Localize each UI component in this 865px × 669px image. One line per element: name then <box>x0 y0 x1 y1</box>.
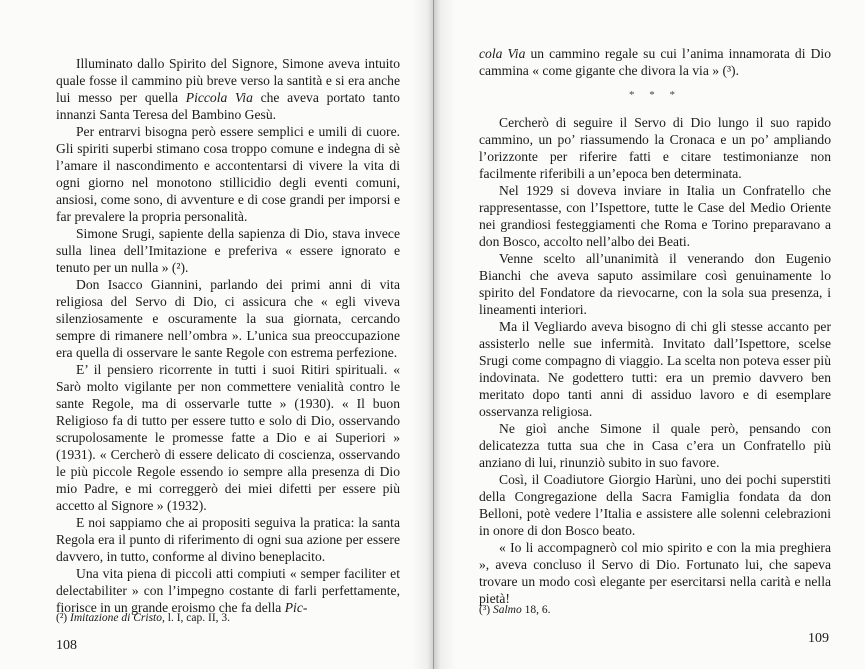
section-separator: * * * <box>629 89 681 101</box>
right-page-continuation <box>479 45 831 79</box>
footnote-title: Imitazione di Cristo, <box>69 612 165 624</box>
paragraph-text: che aveva portato tanto innanzi Santa Teresa del Bambino Gesù. <box>56 90 400 122</box>
footnote-citation: l. I, cap. II, 3. <box>164 612 231 624</box>
paragraph <box>479 471 831 539</box>
italic-text: Piccola Via <box>185 90 253 105</box>
paragraph-text: Nel 1929 si doveva inviare in Italia un Confratello che rappresentasse, con l’Ispettore, tutte le Case del Medio Oriente nei grandiosi festeggiamenti che Roma e Torino preparavano a don Bosco, accolto nell’albo dei Beati. <box>479 183 831 249</box>
paragraph <box>479 114 831 182</box>
paragraph-text: un cammino regale su cui l’anima innamorata di Dio cammina « come gigante che divora la via » (³). <box>479 46 831 78</box>
paragraph-text: « Io li accompagnerò col mio spirito e con la mia preghiera », aveva concluso il Servo di Dio. Fortunato lui, che sapeva trovare un modo così elegante per esercitarsi nella carità e nella pietà! <box>479 540 831 606</box>
paragraph <box>56 565 400 616</box>
paragraph-text: Venne scelto all’unanimità il venerando don Eugenio Bianchi che aveva saputo assimilare così genuinamente lo spirito del Fondatore da rievocarne, con la sola sua presenza, i lineamenti interiori. <box>479 251 831 317</box>
right-page <box>432 0 865 669</box>
page-number-right: 109 <box>808 631 829 646</box>
italic-text: cola Via <box>479 46 526 61</box>
paragraph-text: Ma il Vegliardo aveva bisogno di chi gli stesse accanto per assisterlo nelle sue infermità. Invitato dall’Ispettore, scelse Srugi come compagno di viaggio. La scelta non poteva esser più indovinata. Ne godettero tutti: era un premio davvero ben meritato dopo tanti anni di assiduo lavoro e di esemplare osservanza religiosa. <box>479 319 831 419</box>
right-page-body <box>479 45 831 607</box>
paragraph-text: E’ il pensiero ricorrente in tutti i suoi Ritiri spirituali. « Sarò molto vigilante per non commettere venialità contro le sante Regole, ma di osservarle tutte » (1930). « Il buon Religioso fa di tutto per essere tutto e solo di Dio, osservando scrupolosamente le promesse fatte a Dio e ai Superiori » (1931). « Cercherò di essere delicato di coscienza, osservando le più piccole Regole essendo io sempre alla presenza di Dio mio Padre, e mi correggerò dei miei difetti per essere più accetto al Signore » (1932). <box>56 362 400 513</box>
footnote-mark: (²) <box>56 612 68 624</box>
paragraph-text: Così, il Coadiutore Giorgio Harùni, uno dei pochi superstiti della Congregazione della Sacra Famiglia fondata da don Belloni, potè vedere l’Italia e assistere alle solenni celebrazioni in onore di don Bosco beato. <box>479 472 831 538</box>
paragraph <box>56 225 400 276</box>
paragraph-text: Cercherò di seguire il Servo di Dio lungo il suo rapido cammino, un po’ riassumendo la Cronaca e un po’ ampliando l’orizzonte per riferire fatti e citare testimonianze non facilmente riferibili a un’epoca ben determinata. <box>479 115 831 181</box>
left-footnote <box>56 611 230 625</box>
footnote-mark: (³) <box>479 604 491 616</box>
paragraph <box>479 318 831 420</box>
paragraph-text: Don Isacco Giannini, parlando dei primi anni di vita religiosa del Servo di Dio, ci assicura che « egli viveva silenziosamente e oscuramente la sua giornata, cercando sempre di rimanere nell’ombra ». L’unica sua preoccupazione era quella di osservare le sante Regole con estrema perfezione. <box>56 277 400 360</box>
paragraph <box>56 361 400 514</box>
paragraph <box>479 539 831 607</box>
paragraph-text: Una vita piena di piccoli atti compiuti « semper faciliter et delectabiliter » con l’impegno costante di farli perfettamente, fiorisce in un grande eroismo che fa della <box>56 566 400 615</box>
paragraph-text: Illuminato dallo Spirito del Signore, Simone aveva intuito quale fosse il cammino più breve verso la santità e si era anche lui messo per quella <box>56 56 400 105</box>
right-page-paragraphs <box>479 114 831 607</box>
paragraph <box>479 420 831 471</box>
italic-text: Pic- <box>284 600 308 615</box>
paragraph <box>479 250 831 318</box>
book-gutter-line <box>433 0 434 669</box>
left-page-body <box>56 55 400 616</box>
paragraph <box>56 55 400 123</box>
footnote-citation: 18, 6. <box>521 604 551 616</box>
paragraph <box>56 514 400 565</box>
paragraph-text: Per entrarvi bisogna però essere semplici e umili di cuore. Gli spiriti superbi stimano cosa troppo comune e indegna di sè l’amare il nascondimento e accontentarsi di vivere la vita di ogni giorno nel monotono stillicidio degli eventi comuni, ansiosi, come sono, di avventure e di cose grandi per imporsi e far prevalere la propria personalità. <box>56 124 400 224</box>
paragraph-text: Simone Srugi, sapiente della sapienza di Dio, stava invece sulla linea dell’Imitazione e preferiva « essere ignorato e tenuto per un nulla » (²). <box>56 226 400 275</box>
footnote-title: Salmo <box>492 604 522 616</box>
paragraph <box>56 123 400 225</box>
paragraph <box>479 182 831 250</box>
paragraph-text: Ne gioì anche Simone il quale però, pensando con delicatezza tutta sua che in Casa c’era un Confratello più anziano di lui, rinunziò subito in suo favore. <box>479 421 831 470</box>
paragraph <box>56 276 400 361</box>
paragraph-text: E noi sappiamo che ai propositi seguiva la pratica: la santa Regola era il punto di riferimento di ogni sua azione per essere davvero, in tutto, conforme al divino beneplacito. <box>56 515 400 564</box>
paragraph <box>479 45 831 79</box>
page-number-left: 108 <box>56 638 77 653</box>
left-page <box>0 0 432 669</box>
right-footnote <box>479 603 550 617</box>
book-gutter-shadow <box>412 0 456 669</box>
